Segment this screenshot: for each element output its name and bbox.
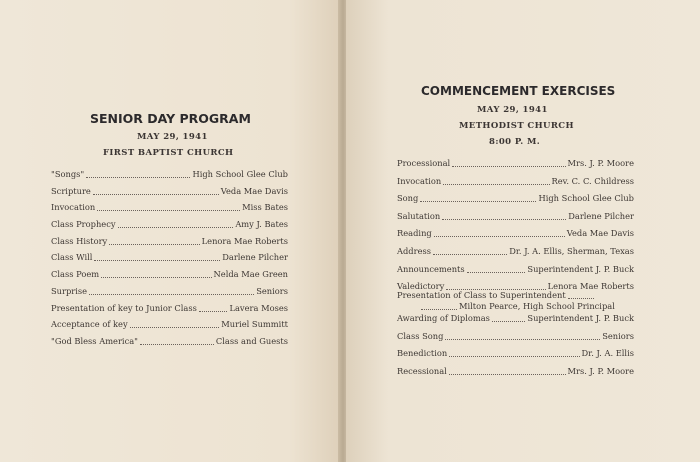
dot-leader <box>199 311 228 312</box>
program-item-label: Class Song <box>397 330 444 341</box>
program-item <box>51 319 288 330</box>
program-item-label: Announcements <box>397 263 465 274</box>
right-program-list-bottom <box>397 313 634 383</box>
right-page-title: COMMENCEMENT EXERCISES <box>421 84 616 98</box>
presentation-performer: Milton Pearce, High School Principal <box>459 301 615 311</box>
program-item <box>51 169 288 180</box>
dot-leader <box>420 201 536 202</box>
program-item-performer: Dr. J. A. Ellis <box>581 348 634 359</box>
program-item-label: Recessional <box>397 365 447 376</box>
dot-leader <box>449 356 579 357</box>
program-item-label: Benediction <box>397 348 448 359</box>
program-item-label: Presentation of key to Junior Class <box>51 302 197 313</box>
dot-leader <box>443 184 549 185</box>
dot-leader <box>101 277 211 278</box>
program-item-performer: Seniors <box>256 285 288 296</box>
program-item-label: Salutation <box>397 210 441 221</box>
presentation-entry <box>397 290 637 312</box>
program-item-performer: Lavera Moses <box>229 302 288 313</box>
right-program-list-top <box>397 158 634 299</box>
dot-leader <box>449 374 566 375</box>
dot-leader <box>130 327 220 328</box>
program-item-performer: High School Glee Club <box>538 193 634 204</box>
dot-leader <box>118 227 234 228</box>
dot-leader <box>445 339 600 340</box>
program-item-label: Invocation <box>51 202 96 213</box>
program-item <box>51 269 288 280</box>
program-item <box>51 219 288 230</box>
program-item-performer: Darlene Pilcher <box>222 252 288 263</box>
program-item <box>397 313 634 324</box>
left-page-date: MAY 29, 1941 <box>137 132 208 142</box>
dot-leader <box>93 194 219 195</box>
program-item-performer: Dr. J. A. Ellis, Sherman, Texas <box>509 245 634 256</box>
program-item <box>397 228 634 239</box>
dot-leader <box>434 236 565 237</box>
program-item <box>397 158 634 169</box>
program-item <box>397 348 634 359</box>
dot-leader <box>109 244 199 245</box>
program-item-performer: Miss Bates <box>242 202 288 213</box>
dot-leader <box>433 254 507 255</box>
program-item <box>51 186 288 197</box>
program-item-label: "God Bless America" <box>51 335 138 346</box>
program-item-performer: High School Glee Club <box>192 169 288 179</box>
right-page-venue: METHODIST CHURCH <box>459 121 574 131</box>
program-item-performer: Mrs. J. P. Moore <box>567 158 634 168</box>
program-item <box>51 236 288 247</box>
dot-leader <box>140 344 214 345</box>
program-item-label: Class Prophecy <box>51 219 116 230</box>
program-item-label: "Songs" <box>51 169 85 179</box>
dot-leader <box>492 321 525 322</box>
program-item <box>51 252 288 263</box>
program-item-performer: Class and Guests <box>215 335 288 346</box>
program-item-performer: Nelda Mae Green <box>213 269 288 280</box>
left-page-title: SENIOR DAY PROGRAM <box>90 111 251 126</box>
program-item <box>51 303 288 314</box>
program-item-performer: Lenora Mae Roberts <box>547 281 634 292</box>
program-item-performer: Superintendent J. P. Buck <box>527 263 634 274</box>
program-item-label: Invocation <box>397 175 442 186</box>
program-item-label: Address <box>397 245 432 256</box>
right-page <box>346 0 700 462</box>
right-page-date: MAY 29, 1941 <box>477 105 548 115</box>
program-item-label: Acceptance of key <box>51 319 128 330</box>
left-page <box>0 0 340 462</box>
program-item-performer: Veda Mae Davis <box>220 185 288 196</box>
program-item-label: Processional <box>397 158 451 168</box>
program-item <box>397 264 634 275</box>
program-item <box>397 211 634 222</box>
dot-leader <box>86 177 190 178</box>
program-item-performer: Veda Mae Davis <box>566 228 634 239</box>
program-item-label: Song <box>397 193 419 204</box>
program-item-label: Reading <box>397 228 432 239</box>
program-item <box>397 246 634 257</box>
right-page-time: 8:00 P. M. <box>489 137 541 147</box>
program-item-label: Valedictory <box>397 281 445 292</box>
program-item <box>397 331 634 342</box>
program-item-performer: Superintendent J. P. Buck <box>527 313 634 323</box>
program-item-performer: Mrs. J. P. Moore <box>567 365 634 376</box>
program-item <box>51 286 288 297</box>
program-item-label: Surprise <box>51 285 88 296</box>
dot-leader <box>467 272 526 273</box>
program-item <box>397 366 634 377</box>
program-item-performer: Muriel Summitt <box>221 319 288 330</box>
program-item-label: Class Poem <box>51 269 100 280</box>
program-item-performer: Amy J. Bates <box>235 219 288 230</box>
program-item-label: Class History <box>51 235 108 246</box>
program-item-label: Awarding of Diplomas <box>397 313 490 323</box>
program-item <box>51 202 288 213</box>
program-item <box>397 193 634 204</box>
program-item-performer: Darlene Pilcher <box>568 210 634 221</box>
presentation-label: Presentation of Class to Superintendent <box>397 290 566 300</box>
dot-leader <box>89 294 254 295</box>
program-item-label: Scripture <box>51 185 91 196</box>
left-page-venue: FIRST BAPTIST CHURCH <box>103 148 234 158</box>
dot-leader <box>97 210 240 211</box>
dot-leader <box>442 219 566 220</box>
program-item-label: Class Will <box>51 252 93 263</box>
dot-leader <box>452 166 565 167</box>
program-item-performer: Lenora Mae Roberts <box>201 235 288 246</box>
program-item-performer: Seniors <box>602 330 634 341</box>
left-program-list <box>51 169 288 353</box>
program-item <box>51 336 288 347</box>
dot-leader <box>94 260 220 261</box>
program-item <box>397 176 634 187</box>
program-item-performer: Rev. C. C. Childress <box>551 175 634 186</box>
